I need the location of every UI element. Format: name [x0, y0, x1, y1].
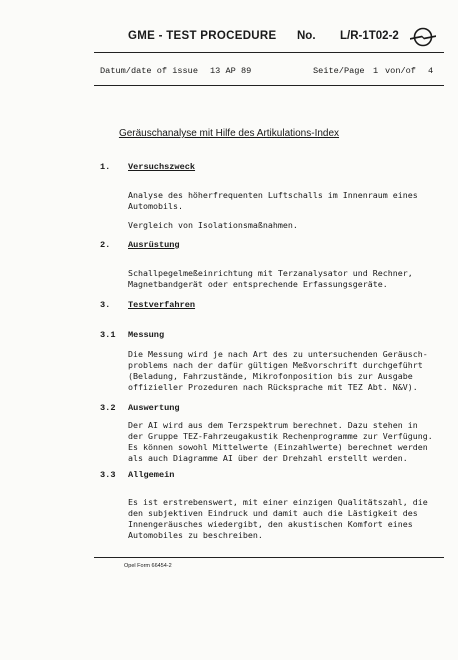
document-number: L/R-1T02-2 — [340, 30, 399, 42]
subsection-3-2-title: Auswertung — [128, 403, 180, 413]
document-title: Geräuschanalyse mit Hilfe des Artikulations-Index — [118, 128, 340, 139]
header-no-label: No. — [297, 30, 316, 42]
page-total: 4 — [428, 66, 434, 76]
header-top-rule — [94, 52, 444, 53]
subsection-3-3-number: 3.3 — [100, 470, 116, 480]
section-1-paragraph-1: Analyse des höherfrequenten Luftschalls im Innenraum eines Automobils. — [128, 190, 418, 211]
section-1-paragraph-2: Vergleich von Isolationsmaßnahmen. — [128, 220, 298, 230]
subsection-3-1-number: 3.1 — [100, 330, 116, 340]
form-number: Opel Form 66454-2 — [124, 563, 172, 569]
header-title: GME - TEST PROCEDURE — [128, 30, 277, 42]
subsection-3-3-title: Allgemein — [128, 470, 175, 480]
section-1-number: 1. — [100, 162, 111, 172]
opel-logo-icon — [409, 27, 437, 47]
date-label: Datum/date of issue — [100, 66, 198, 76]
section-3-title: Testverfahren — [128, 300, 196, 310]
section-2-number: 2. — [100, 240, 111, 250]
section-2-paragraph-1: Schallpegelmeßeinrichtung mit Terzanalysator und Rechner, Magnetbandgerät oder entsprechende Erfassungsgeräte. — [128, 268, 413, 289]
section-2-title: Ausrüstung — [128, 240, 180, 250]
of-label: von/of — [385, 66, 416, 76]
page-label: Seite/Page — [313, 66, 365, 76]
subsection-3-1-title: Messung — [128, 330, 165, 340]
date-value: 13 AP 89 — [210, 66, 252, 76]
subsection-3-2-number: 3.2 — [100, 403, 116, 413]
section-3-number: 3. — [100, 300, 111, 310]
page-number: 1 — [373, 66, 379, 76]
subsection-3-2-text: Der AI wird aus dem Terzspektrum berechnet. Dazu stehen in der Gruppe TEZ-Fahrzeugakustik Rechenprogramme zur Verfügung. Es können sowohl Mittelwerte (Einzahlwerte) berechnet werden als auch Diagramme AI über der Drehzahl erstellt werden. — [128, 420, 433, 463]
subsection-3-1-text: Die Messung wird je nach Art des zu untersuchenden Geräusch- problems nach der dafür gültigen Meßvorschrift durchgeführt (Beladung, Fahrzustände, Mikrofonposition bis zur Ausgabe offizieller Prozeduren nach Rücksprache mit TEZ Abt. N&V). — [128, 349, 428, 392]
footer-rule — [94, 557, 444, 558]
subsection-3-3-text: Es ist erstrebenswert, mit einer einzigen Qualitätszahl, die den subjektiven Eindruck und damit auch die Lästigkeit des Innengeräusches wiedergibt, den akustischen Komfort eines Automobiles zu beschreiben. — [128, 497, 428, 540]
meta-bottom-rule — [94, 85, 444, 86]
section-1-title: Versuchszweck — [128, 162, 196, 172]
